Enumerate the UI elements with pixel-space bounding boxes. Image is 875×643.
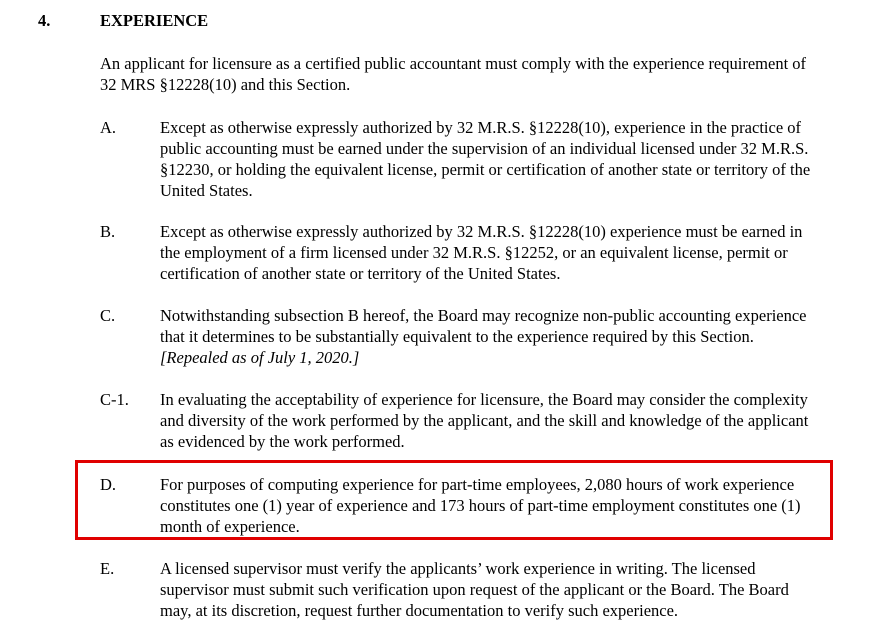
item-label: D. <box>100 475 117 494</box>
item-c-body: Notwithstanding subsection B hereof, the Board may recognize non-public accounting experience that it determines to be substantially equivalent to the experience required by this Section. <box>160 306 807 346</box>
section-number: 4. <box>38 11 51 30</box>
section-intro: An applicant for licensure as a certified public accountant must comply with the experience requirement of 32 MRS §12228(10) and this Section. <box>100 54 807 94</box>
highlight-box <box>75 460 833 540</box>
item-label: C-1. <box>100 390 129 409</box>
item-text: A licensed supervisor must verify the applicants’ work experience in writing. The licensed supervisor must submit such verification upon request of the applicant or the Board. The Board may, at its discretion, request further documentation to verify such experience. <box>160 559 789 620</box>
item-label: A. <box>100 118 117 137</box>
item-label: E. <box>100 559 115 578</box>
item-text: Except as otherwise expressly authorized by 32 M.R.S. §12228(10) experience must be earned in the employment of a firm licensed under 32 M.R.S. §12252, or an equivalent license, permit or certification of another state or territory of the United States. <box>160 222 803 283</box>
item-label: B. <box>100 222 116 241</box>
item-text: Except as otherwise expressly authorized by 32 M.R.S. §12228(10), experience in the practice of public accounting must be earned under the supervision of an individual licensed under 32 M.R.S. §12230, or holding the equivalent license, permit or certification of another state or territory of the United States. <box>160 118 811 200</box>
item-text: In evaluating the acceptability of experience for licensure, the Board may consider the complexity and diversity of the work performed by the applicant, and the skill and knowledge of the applicant as evidenced by the work performed. <box>160 390 809 451</box>
item-text: For purposes of computing experience for part-time employees, 2,080 hours of work experience constitutes one (1) year of experience and 173 hours of part-time employment constitutes one (1) month of experience. <box>160 475 801 536</box>
section-title: EXPERIENCE <box>100 11 209 30</box>
item-text <box>160 305 820 368</box>
repealed-note: [Repealed as of July 1, 2020.] <box>160 348 360 367</box>
item-label: C. <box>100 306 116 325</box>
